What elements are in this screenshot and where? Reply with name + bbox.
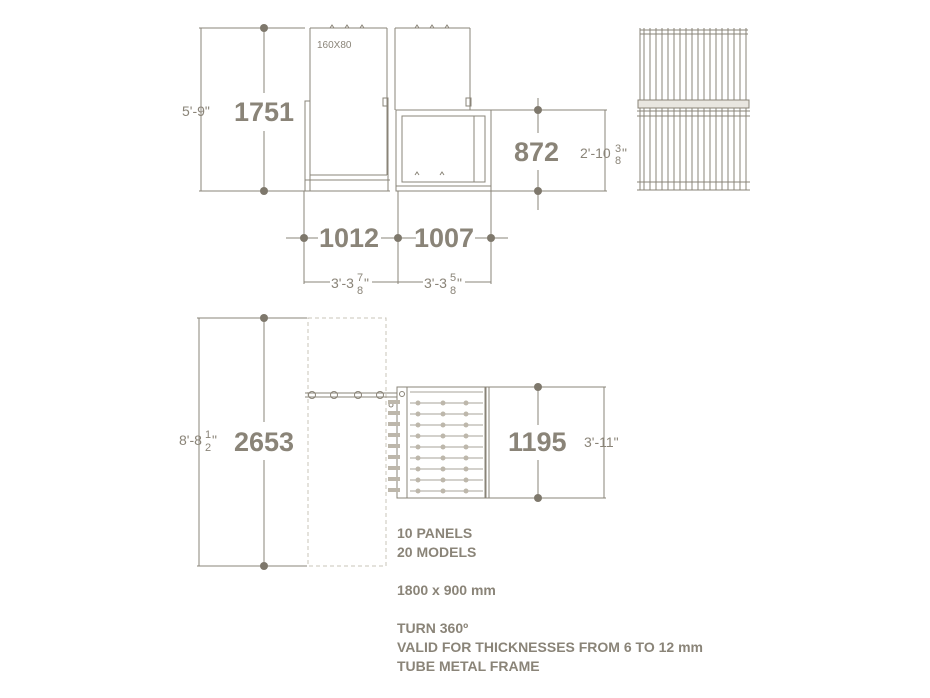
svg-text:": " [364, 275, 369, 291]
turning-clearance-area [308, 318, 386, 566]
svg-text:8'-8: 8'-8 [179, 432, 202, 448]
svg-text:3'-3: 3'-3 [424, 275, 447, 291]
width-right-mm: 1007 [414, 223, 475, 253]
module-height-imperial [580, 143, 627, 167]
note-size: 1800 x 900 mm [397, 582, 496, 598]
svg-text:": " [457, 275, 462, 291]
svg-text:3'-3: 3'-3 [331, 275, 354, 291]
depth-imperial: 3'-11" [584, 434, 619, 450]
length-imperial [179, 429, 217, 454]
length-mm: 2653 [234, 427, 295, 457]
width-left-mm: 1012 [319, 223, 380, 253]
svg-text:": " [212, 432, 217, 448]
width-right-imperial [424, 272, 462, 297]
svg-text:2: 2 [205, 442, 212, 454]
profile-label: 160X80 [317, 40, 352, 51]
note-models: 20 MODELS [397, 544, 477, 560]
height-mm: 1751 [234, 97, 295, 127]
svg-text:8: 8 [615, 155, 622, 167]
specification-notes [397, 524, 703, 676]
note-turn: TURN 360º [397, 620, 469, 636]
note-thickness: VALID FOR THICKNESSES FROM 6 TO 12 mm [397, 639, 703, 655]
svg-text:5: 5 [450, 272, 457, 284]
svg-text:8: 8 [357, 285, 364, 297]
height-imperial: 5'-9" [182, 103, 210, 119]
svg-text:1: 1 [205, 429, 212, 441]
note-frame: TUBE METAL FRAME [397, 658, 540, 674]
right-frame [395, 25, 491, 191]
svg-text:": " [622, 145, 627, 161]
svg-text:3: 3 [615, 143, 622, 155]
width-left-imperial [331, 272, 369, 297]
panel-stack-side-view [637, 28, 750, 190]
depth-mm: 1195 [508, 427, 567, 457]
module-height-mm: 872 [514, 137, 560, 167]
svg-text:8: 8 [450, 285, 457, 297]
note-panels: 10 PANELS [397, 525, 473, 541]
svg-text:2'-10: 2'-10 [580, 145, 611, 161]
svg-text:7: 7 [357, 272, 364, 284]
